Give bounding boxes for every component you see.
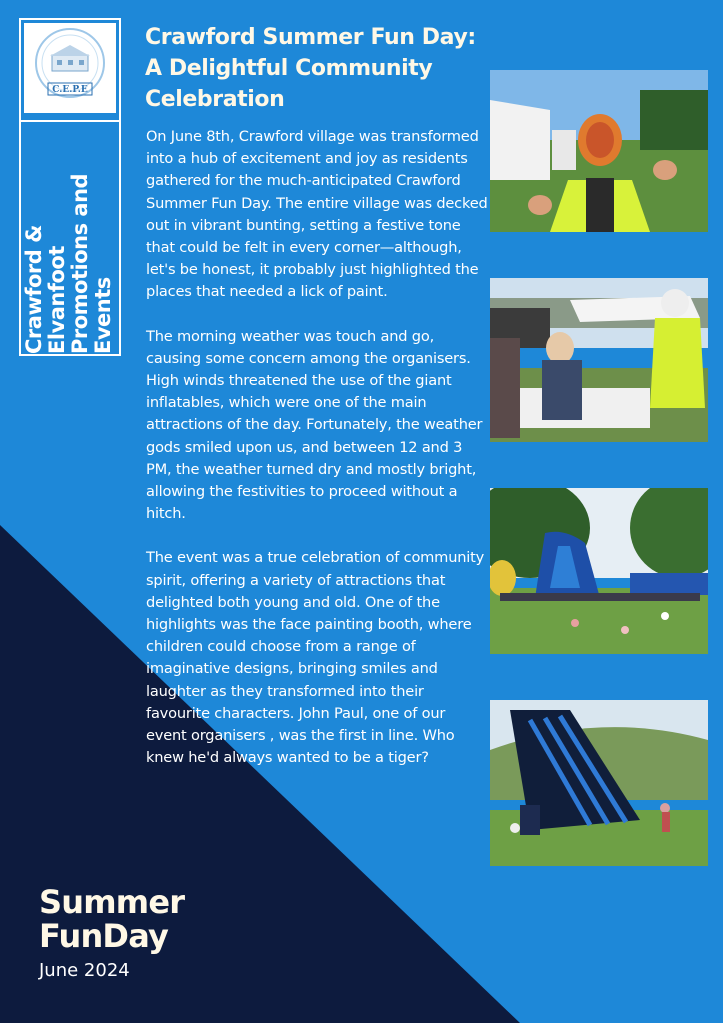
organisation-name: Crawford & Elvanfoot Promotions and Events — [22, 173, 115, 354]
photo-inflatables — [490, 488, 708, 654]
photo-giant-slide — [490, 700, 708, 866]
photo-stalls — [490, 278, 708, 442]
footer-title: Summer FunDay — [39, 883, 185, 955]
brand-divider — [21, 120, 119, 122]
brand-box — [19, 18, 121, 356]
headline: Crawford Summer Fun Day: A Delightful Community Celebration — [145, 25, 476, 112]
footer-date: June 2024 — [39, 960, 130, 981]
article-paragraph-1: On June 8th, Crawford village was transformed into a hub of excitement and joy as residents gathered for the much-anticipated Crawford Summer Fun Day. The entire village was decked out in vibrant bunting, setting a festive tone that could be felt in every corner—although, let's be honest, it probably just highlighted the places that needed a lick of paint. — [146, 128, 488, 301]
logo-emblem-icon — [24, 23, 116, 111]
logo-text: C.E.P.E — [52, 85, 88, 95]
logo — [24, 23, 116, 113]
article-paragraph-2: The morning weather was touch and go, causing some concern among the organisers. High winds threatened the use of the giant inflatables, which were one of the main attractions of the day. Fortunately, the weather gods smiled upon us, and between 12 and 3 PM, the weather turned dry and mostly bright, allowing the festivities to proceed without a hitch. — [146, 327, 483, 523]
article-body — [146, 126, 488, 791]
photo-face-painting — [490, 70, 708, 232]
article-paragraph-3: The event was a true celebration of community spirit, offering a variety of attractions that delighted both young and old. One of the highlights was the face painting booth, where children could choose from a range of imaginative designs, bringing smiles and laughter as they transformed into their favourite characters. John Paul, one of our event organisers , was the first in line. Who knew he'd always wanted to be a tiger? — [146, 549, 485, 767]
